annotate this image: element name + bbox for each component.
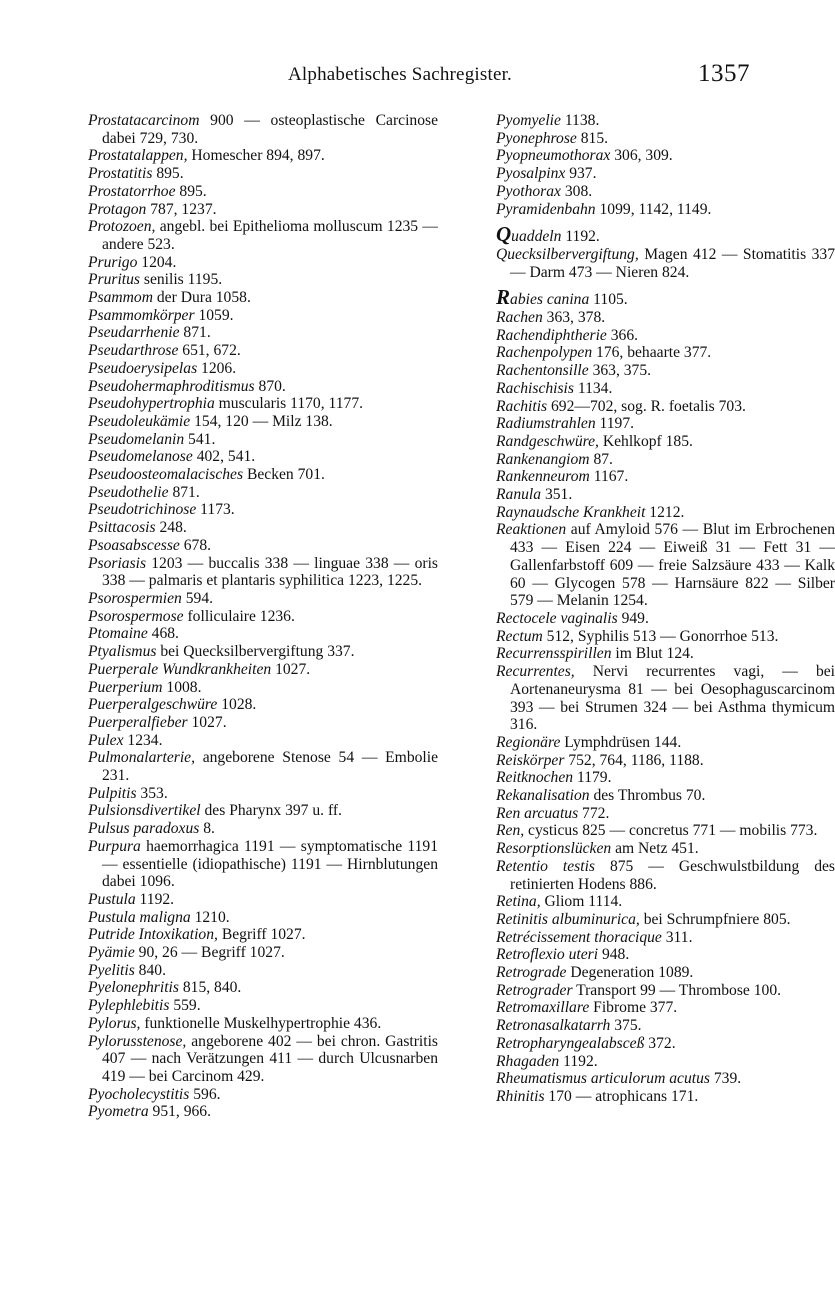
index-entry (496, 433, 835, 451)
index-term: Rectum (496, 627, 543, 645)
index-group-q (496, 222, 835, 281)
index-references: 1059. (194, 306, 234, 324)
index-entry (88, 378, 438, 396)
index-references: 815, 840. (178, 979, 242, 997)
index-term: Puerperium (88, 678, 163, 696)
index-references: senilis 1195. (140, 271, 223, 289)
index-references: 949. (617, 609, 649, 627)
index-entry (496, 486, 835, 504)
index-group-r (496, 285, 835, 1105)
index-references: 1105. (589, 291, 628, 309)
index-references: Kehlkopf 185. (598, 432, 693, 450)
index-term: Ptomaine (88, 625, 148, 643)
index-term: Reaktionen (496, 521, 567, 539)
index-term: Pulsionsdivertikel (88, 802, 201, 820)
index-references: 875 — Geschwulstbildung des retinierten Hodens 886. (510, 857, 835, 893)
index-references: 363, 375. (588, 362, 652, 380)
index-references: Nervi recurrentes vagi, — bei Aortenaneurysma 81 — bei Oesophaguscarcinom 393 — bei Strumen 324 — bei Asthma thymicum 316. (510, 663, 835, 734)
index-references: 895. (175, 182, 207, 200)
index-term: Pyämie (88, 944, 135, 962)
index-references: 306, 309. (610, 147, 673, 165)
index-entry (88, 714, 438, 732)
index-term: Pulsus paradoxus (88, 820, 200, 838)
index-entry (88, 555, 438, 590)
index-term: Reitknochen (496, 769, 574, 787)
index-references: Lymphdrüsen 144. (560, 733, 682, 751)
index-term: Rheumatismus articulorum acutus (496, 1070, 710, 1088)
index-term: Rhagaden (496, 1052, 560, 1070)
index-entry (496, 628, 835, 646)
index-references: Magen 412 — Stomatitis 337 — Darm 473 — Nieren 824. (510, 245, 835, 281)
index-term: Puerperale Wundkrankheiten (88, 660, 272, 678)
index-references: 1234. (123, 731, 163, 749)
index-term: Pseudomelanin (88, 430, 185, 448)
index-term: Pyocholecystitis (88, 1085, 190, 1103)
index-entry (88, 112, 438, 147)
index-references: 1204. (137, 253, 177, 271)
index-entry (496, 769, 835, 787)
index-entry (496, 112, 835, 130)
index-references: 353. (136, 784, 168, 802)
index-entry (88, 466, 438, 484)
index-term: Pseudothelie (88, 483, 169, 501)
index-references: 787, 1237. (146, 200, 217, 218)
index-references: angeborene 402 — bei chron. Gastritis 407 — nach Verätzungen 411 — durch Ulcusnarben 419 — bei Carcinom 429. (102, 1032, 438, 1085)
index-term: Retromaxillare (496, 999, 590, 1017)
index-references: 1173. (196, 501, 235, 519)
index-references: 752, 764, 1186, 1188. (564, 751, 704, 769)
index-term: Purpura (88, 837, 141, 855)
index-references: Becken 701. (243, 466, 325, 484)
index-entry (496, 165, 835, 183)
index-entry (496, 362, 835, 380)
index-references: 596. (189, 1085, 221, 1103)
index-term: Retrograde (496, 964, 567, 982)
index-term: Regionäre (496, 733, 561, 751)
index-entry (496, 893, 835, 911)
index-entry (88, 608, 438, 626)
index-term: Psammom (88, 289, 153, 307)
index-term: Psittacosis (88, 519, 156, 537)
index-references: 870. (254, 377, 286, 395)
index-references: 1027. (187, 713, 227, 731)
index-entry (88, 395, 438, 413)
index-term: Pyopneumothorax (496, 147, 611, 165)
index-references: 375. (610, 1017, 642, 1035)
index-references: 1134. (573, 379, 613, 397)
index-entry (88, 448, 438, 466)
index-entry (88, 307, 438, 325)
index-entry (88, 165, 438, 183)
index-entry (496, 1017, 835, 1035)
index-references: 311. (661, 928, 693, 946)
index-entry (496, 222, 835, 247)
index-term: Retinitis albuminurica, (496, 910, 640, 928)
index-references: angeborene Stenose 54 — Embolie 231. (102, 749, 438, 785)
index-term: Retrécissement thoracique (496, 928, 662, 946)
index-entry (88, 1033, 438, 1086)
index-references: haemorrhagica 1191 — symptomatische 1191 — essentielle (idiopathische) 1191 — Hirnblutungen dabei 1096. (102, 837, 438, 891)
index-term: Rekanalisation (496, 787, 590, 805)
index-term: Resorptionslücken (496, 840, 612, 858)
index-term: Retropharyngealabsceß (496, 1034, 645, 1052)
index-entry (88, 979, 438, 997)
running-title: Alphabetisches Sachregister. (287, 64, 513, 85)
index-term: Pseudohypertrophia (88, 395, 215, 413)
index-entry (496, 858, 835, 893)
left-column (88, 112, 438, 1121)
index-references: Begriff 1027. (217, 926, 306, 944)
index-entry (88, 625, 438, 643)
index-references: 1028. (217, 696, 257, 714)
index-entry (496, 1053, 835, 1071)
index-entry (496, 822, 835, 840)
index-entry (496, 504, 835, 522)
index-entry (88, 183, 438, 201)
index-term: Psoasabscesse (88, 536, 180, 554)
index-references: 87. (589, 450, 613, 468)
right-column (496, 112, 835, 1106)
index-references: auf Amyloid 576 — Blut im Erbrochenen 433 — Eisen 224 — Eiweiß 31 — Fett 31 — Gallenfarbstoff 609 — freie Salzsäure 433 — Kalk 60 — Glycogen 578 — Harnsäure 822 — Silber 579 — Melanin 1254. (510, 521, 835, 610)
index-entry (496, 911, 835, 929)
index-term: Pyramidenbahn (496, 200, 596, 218)
index-entry (496, 734, 835, 752)
index-entry (496, 946, 835, 964)
index-references: 366. (606, 326, 639, 344)
index-references: Fibrome 377. (589, 999, 678, 1017)
index-term: Reiskörper (496, 751, 565, 769)
index-references: 176, behaarte 377. (592, 344, 712, 362)
index-references: Degeneration 1089. (566, 964, 694, 982)
index-term: Rabies canina (496, 285, 590, 310)
index-entry (88, 147, 438, 165)
index-entry (496, 929, 835, 947)
index-term: Ren arcuatus (496, 804, 579, 822)
index-entry (88, 431, 438, 449)
index-entry (496, 246, 835, 281)
index-term: Retrograder (496, 981, 573, 999)
index-term: Psorospermose (88, 607, 184, 625)
index-entry (496, 1035, 835, 1053)
index-references: 468. (147, 625, 179, 643)
index-term: Ptyalismus (88, 643, 157, 661)
index-entry (88, 802, 438, 820)
index-references: des Thrombus 70. (589, 787, 706, 805)
index-entry (88, 342, 438, 360)
index-entry (88, 1086, 438, 1104)
index-entry (88, 484, 438, 502)
index-references: 739. (709, 1070, 742, 1088)
section-gap (496, 281, 835, 289)
index-entry (496, 663, 835, 734)
index-entry (496, 468, 835, 486)
index-entry (88, 820, 438, 838)
index-term: Puerperalfieber (88, 713, 188, 731)
index-entry (88, 643, 438, 661)
index-references: 308. (560, 182, 593, 200)
index-references: folliculaire 1236. (183, 607, 295, 625)
index-term: Pylorus, (88, 1014, 141, 1032)
index-references: 692—702, sog. R. foetalis 703. (547, 397, 746, 415)
index-references: angebl. bei Epithelioma molluscum 1235 — andere 523. (102, 218, 438, 253)
index-term: Psorospermien (88, 589, 182, 607)
index-term: Psammomkörper (88, 306, 195, 324)
index-term: Pyomyelie (496, 112, 561, 129)
index-entry (88, 749, 438, 784)
index-references: 351. (541, 486, 573, 504)
index-references: 1192. (561, 228, 600, 246)
index-term: Pylephlebitis (88, 997, 170, 1015)
index-term: Pseudotrichinose (88, 501, 197, 519)
index-references: 678. (179, 536, 212, 554)
index-term: Pyelonephritis (88, 979, 179, 997)
index-references: 1212. (645, 503, 685, 521)
index-references: 840. (134, 961, 166, 979)
index-term: Ren, (496, 822, 525, 840)
index-term: Pustula (88, 890, 136, 908)
index-term: Pyonephrose (496, 129, 577, 147)
index-entry (496, 999, 835, 1017)
index-entry (88, 785, 438, 803)
index-entry (496, 521, 835, 610)
index-entry (88, 944, 438, 962)
index-term: Radiumstrahlen (496, 415, 596, 433)
index-term: Pseudarthrose (88, 342, 179, 360)
index-term: Prostatorrhoe (88, 182, 176, 200)
page-header (0, 60, 800, 94)
index-references: 1210. (190, 908, 230, 926)
index-references: 871. (168, 483, 200, 501)
index-term: Retroflexio uteri (496, 946, 599, 964)
index-entry (496, 415, 835, 433)
index-references: 951, 966. (148, 1103, 211, 1121)
index-references: 948. (598, 946, 630, 964)
index-entry (88, 926, 438, 944)
index-term: Psoriasis (88, 554, 147, 572)
index-references: im Blut 124. (611, 645, 694, 663)
index-references: 154, 120 — Milz 138. (190, 412, 333, 430)
index-term: Pseudoosteomalacisches (88, 466, 244, 484)
index-entry (496, 1070, 835, 1088)
index-references: Transport 99 — Thrombose 100. (572, 981, 782, 999)
index-references: Homescher 894, 897. (187, 147, 325, 165)
index-entry (88, 1103, 438, 1121)
index-references: 895. (152, 165, 184, 183)
index-entry (88, 537, 438, 555)
index-entry (88, 218, 438, 253)
index-entry (496, 309, 835, 327)
index-entry (496, 398, 835, 416)
index-references: 541. (184, 430, 216, 448)
index-term: Protagon (88, 200, 147, 218)
index-term: Rhinitis (496, 1087, 545, 1105)
index-term: Rachendiphtherie (496, 326, 607, 344)
index-term: Pulex (88, 731, 124, 749)
index-references: 871. (179, 324, 211, 342)
index-term: Pylorusstenose, (88, 1032, 187, 1050)
index-term: Retronasalkatarrh (496, 1017, 611, 1035)
index-term: Randgeschwüre, (496, 432, 599, 450)
index-term: Rachitis (496, 397, 548, 415)
index-entry (496, 147, 835, 165)
index-term: Rachenpolypen (496, 344, 593, 362)
index-term: Pyometra (88, 1103, 149, 1121)
index-entry (88, 679, 438, 697)
index-term: Pustula maligna (88, 908, 191, 926)
index-references: 90, 26 — Begriff 1027. (134, 944, 285, 962)
index-term: Rankenangiom (496, 450, 590, 468)
index-entry (88, 201, 438, 219)
index-entry (88, 289, 438, 307)
index-term: Retentio testis (496, 857, 595, 875)
index-term: Prurigo (88, 253, 138, 271)
index-references: 1138. (560, 112, 600, 129)
index-references: 1099, 1142, 1149. (595, 200, 712, 218)
index-term: Prostatacarcinom (88, 112, 200, 129)
index-term: Rectocele vaginalis (496, 609, 618, 627)
index-term: Rachentonsille (496, 362, 589, 380)
index-references: 1203 — buccalis 338 — linguae 338 — oris 338 — palmaris et plantaris syphilitica 1223, 1225. (102, 554, 438, 590)
index-term: Protozoen, (88, 218, 156, 236)
index-entry (88, 590, 438, 608)
index-references: 402, 541. (192, 448, 256, 466)
index-entry (88, 661, 438, 679)
index-references: 900 — osteoplastische Carcinose dabei 729, 730. (102, 112, 438, 147)
index-term: Raynaudsche Krankheit (496, 503, 646, 521)
index-group-p (496, 112, 835, 218)
index-references: 1167. (589, 468, 629, 486)
index-term: Pseudomelanose (88, 448, 193, 466)
index-term: Ranula (496, 486, 542, 504)
index-entry (496, 327, 835, 345)
index-references: 248. (155, 519, 187, 537)
index-entry (88, 501, 438, 519)
index-term: Quaddeln (496, 222, 562, 247)
index-references: 1027. (271, 660, 311, 678)
index-references: cysticus 825 — concretus 771 — mobilis 773. (524, 822, 818, 840)
index-references: 372. (644, 1034, 676, 1052)
index-entry (496, 130, 835, 148)
index-references: 594. (181, 589, 214, 607)
index-entry (88, 696, 438, 714)
index-references: 1179. (573, 769, 612, 787)
index-references: 1206. (197, 359, 237, 377)
index-references: 1192. (135, 890, 175, 908)
index-references: der Dura 1058. (152, 289, 251, 307)
index-references: 1197. (595, 415, 635, 433)
index-entry (88, 962, 438, 980)
index-entry (496, 451, 835, 469)
index-entry (88, 519, 438, 537)
index-entry (88, 254, 438, 272)
index-references: des Pharynx 397 u. ff. (200, 802, 342, 820)
index-entry (496, 344, 835, 362)
index-term: Rachischisis (496, 379, 574, 397)
index-entry (496, 805, 835, 823)
index-references: 170 — atrophicans 171. (544, 1087, 699, 1105)
index-references: 1192. (559, 1052, 598, 1070)
index-entry (88, 838, 438, 891)
index-references: muscularis 1170, 1177. (214, 395, 364, 413)
index-references: 512, Syphilis 513 — Gonorrhoe 513. (542, 627, 779, 645)
index-entry (496, 380, 835, 398)
index-entry (496, 610, 835, 628)
index-entry (88, 1015, 438, 1033)
index-references: bei Quecksilbervergiftung 337. (156, 643, 355, 661)
index-references: bei Schrumpfniere 805. (639, 910, 791, 928)
index-entry (496, 183, 835, 201)
index-term: Pseudoleukämie (88, 412, 191, 430)
index-references: funktionelle Muskelhypertrophie 436. (140, 1014, 382, 1032)
index-entry (88, 324, 438, 342)
index-references: am Netz 451. (611, 840, 699, 858)
index-term: Pseudohermaphroditismus (88, 377, 255, 395)
page-number: 1357 (698, 60, 750, 87)
index-term: Recurrensspirillen (496, 645, 612, 663)
index-references: 363, 378. (542, 309, 606, 327)
section-gap (496, 218, 835, 226)
index-entry (496, 1088, 835, 1106)
index-references: Gliom 1114. (540, 893, 623, 911)
index-term: Prostatitis (88, 165, 153, 183)
index-references: 815. (576, 129, 609, 147)
index-term: Puerperalgeschwüre (88, 696, 218, 714)
index-term: Rachen (496, 309, 543, 327)
index-references: 8. (199, 820, 215, 838)
index-entry (496, 752, 835, 770)
index-entry (88, 997, 438, 1015)
index-entry (496, 285, 835, 310)
index-entry (496, 787, 835, 805)
index-references: 1008. (162, 678, 202, 696)
index-entry (496, 982, 835, 1000)
index-term: Pruritus (88, 271, 140, 289)
index-entry (496, 645, 835, 663)
index-entry (88, 891, 438, 909)
index-term: Putride Intoxikation, (88, 926, 218, 944)
index-term: Pyothorax (496, 182, 561, 200)
index-term: Retina, (496, 893, 541, 911)
index-references: 937. (565, 165, 597, 183)
index-entry (496, 964, 835, 982)
index-entry (88, 732, 438, 750)
index-references: 651, 672. (178, 342, 241, 360)
index-entry (496, 840, 835, 858)
index-term: Pulpitis (88, 784, 137, 802)
index-term: Pseudoerysipelas (88, 359, 198, 377)
index-term: Pyosalpinx (496, 165, 566, 183)
index-term: Pseudarrhenie (88, 324, 180, 342)
index-entry (88, 413, 438, 431)
index-term: Pyelitis (88, 961, 135, 979)
index-term: Quecksilbervergiftung, (496, 245, 639, 263)
index-entry (88, 360, 438, 378)
index-term: Rankenneurom (496, 468, 590, 486)
index-term: Recurrentes, (496, 663, 575, 681)
index-term: Pulmonalarterie, (88, 749, 195, 767)
index-entry (88, 909, 438, 927)
index-entry (496, 201, 835, 219)
index-term: Prostatalappen, (88, 147, 188, 165)
index-references: 772. (578, 804, 610, 822)
index-references: 559. (169, 997, 201, 1015)
index-entry (88, 271, 438, 289)
